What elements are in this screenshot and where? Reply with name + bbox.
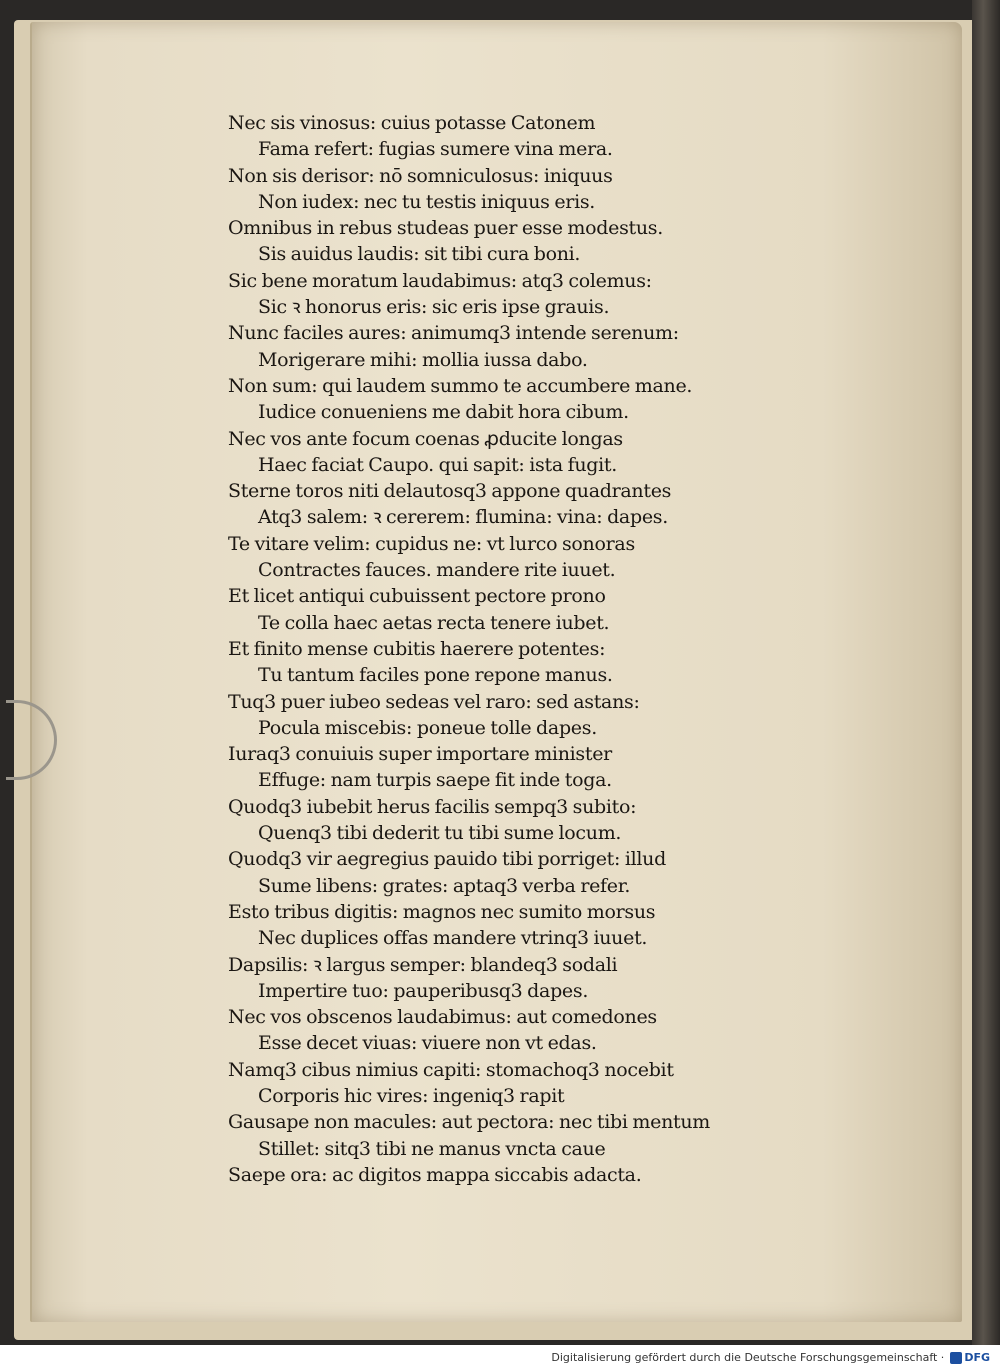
verse-line: Pocula miscebis: poneue tolle dapes. <box>258 716 597 739</box>
verse-line: Iudice conueniens me dabit hora cibum. <box>258 401 629 424</box>
footer-bar <box>0 1345 1000 1370</box>
verse-line: Quodq3 iubebit herus facilis sempq3 subito: <box>228 795 637 818</box>
funding-notice: Digitalisierung gefördert durch die Deutsche Forschungsgemeinschaft · <box>551 1351 945 1364</box>
verse-line: Et licet antiqui cubuissent pectore prono <box>228 585 606 608</box>
verse-line: Morigerare mihi: mollia iussa dabo. <box>258 348 588 371</box>
verse-line: Atq3 salem: ꝛ cererem: flumina: vina: dapes. <box>258 506 668 529</box>
verse-line: Omnibus in rebus studeas puer esse modestus. <box>228 217 663 240</box>
dfg-logo <box>950 1351 990 1364</box>
dfg-logo-mark <box>950 1352 962 1364</box>
verse-line: Stillet: sitq3 tibi ne manus vncta caue <box>258 1137 606 1160</box>
verse-line: Non sis derisor: nō somniculosus: iniquus <box>228 164 613 187</box>
verse-line: Esto tribus digitis: magnos nec sumito morsus <box>228 900 656 923</box>
verse-line: Nec vos ante focum coenas ꝓducite longas <box>228 427 623 450</box>
verse-line: Nec sis vinosus: cuius potasse Catonem <box>228 112 596 134</box>
book-spine <box>972 0 1000 1345</box>
verse-line: Dapsilis: ꝛ largus semper: blandeq3 sodali <box>228 953 618 976</box>
verse-line: Namq3 cibus nimius capiti: stomachoq3 nocebit <box>228 1058 674 1081</box>
verse-line: Sterne toros niti delautosq3 appone quadrantes <box>228 480 672 503</box>
verse-line: Nunc faciles aures: animumq3 intende serenum: <box>228 322 679 345</box>
verse-line: Sume libens: grates: aptaq3 verba refer. <box>258 874 631 897</box>
verse-line: Nec vos obscenos laudabimus: aut comedones <box>228 1006 657 1029</box>
verse-line: Et finito mense cubitis haerere potentes: <box>228 637 606 660</box>
verse-text <box>228 110 788 1188</box>
verse-line: Te vitare velim: cupidus ne: vt lurco sonoras <box>228 532 635 555</box>
verse-line: Non sum: qui laudem summo te accumbere mane. <box>228 374 693 397</box>
verse-line: Tu tantum faciles pone repone manus. <box>258 664 613 687</box>
verse-line: Saepe ora: ac digitos mappa siccabis adacta. <box>228 1163 642 1186</box>
verse-line: Corporis hic vires: ingeniq3 rapit <box>258 1084 565 1107</box>
verse-line: Sic bene moratum laudabimus: atq3 colemus: <box>228 269 652 292</box>
verse-line: Gausape non macules: aut pectora: nec tibi mentum <box>228 1111 711 1134</box>
verse-line: Tuq3 puer iubeo sedeas vel raro: sed astans: <box>228 690 640 713</box>
verse-line: Te colla haec aetas recta tenere iubet. <box>258 611 610 634</box>
verse-line: Haec faciat Caupo. qui sapit: ista fugit. <box>258 453 617 476</box>
verse-line: Quenq3 tibi dederit tu tibi sume locum. <box>258 822 622 845</box>
verse-line: Nec duplices offas mandere vtrinq3 iuuet. <box>258 927 648 950</box>
verse-line: Sic ꝛ honorus eris: sic eris ipse grauis. <box>258 296 610 319</box>
verse-line: Fama refert: fugias sumere vina mera. <box>258 138 613 161</box>
verse-line: Non iudex: nec tu testis iniquus eris. <box>258 190 596 213</box>
verse-line: Quodq3 vir aegregius pauido tibi porriget: illud <box>228 848 666 871</box>
verse-line: Sis auidus laudis: sit tibi cura boni. <box>258 243 581 266</box>
verse-line: Esse decet viuas: viuere non vt edas. <box>258 1032 597 1055</box>
verse-line: Iuraq3 conuiuis super importare minister <box>228 743 612 766</box>
dfg-logo-text: DFG <box>964 1351 990 1364</box>
verse-line: Contractes fauces. mandere rite iuuet. <box>258 559 616 582</box>
verse-line: Impertire tuo: pauperibusq3 dapes. <box>258 979 589 1002</box>
verse-line: Effuge: nam turpis saepe fit inde toga. <box>258 769 612 792</box>
